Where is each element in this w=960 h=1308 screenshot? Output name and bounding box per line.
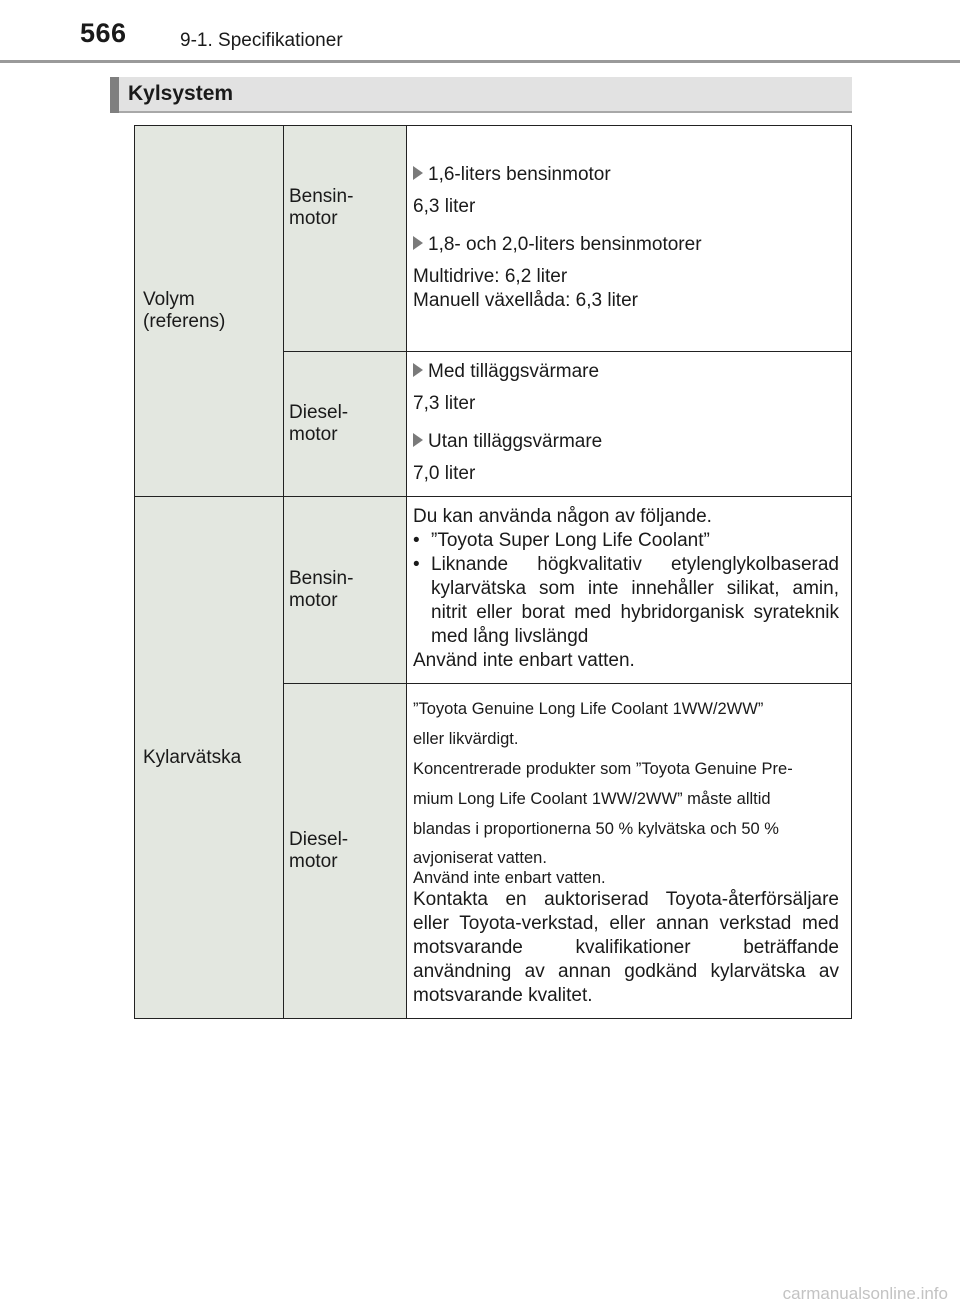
- spec-value: 6,3 liter: [413, 195, 476, 217]
- small-text-line: ”Toyota Genuine Long Life Coolant 1WW/2WW”: [413, 700, 764, 718]
- list-item: [413, 529, 839, 553]
- volume-label-cell: Volym (referens): [135, 126, 284, 497]
- spec-heading: 1,6-liters bensinmotor: [428, 163, 611, 185]
- small-note: Använd inte enbart vatten.: [413, 869, 606, 887]
- chapter-title: 9-1. Specifikationer: [180, 30, 343, 51]
- coolant-note: Använd inte enbart vatten.: [413, 650, 635, 671]
- spec-heading: Utan tilläggsvärmare: [428, 431, 603, 452]
- list-item: [413, 553, 839, 649]
- section-heading-bar: [110, 77, 852, 113]
- bullet-text: ”Toyota Super Long Life Coolant”: [431, 530, 710, 551]
- coolant-petrol-value-cell: [407, 497, 852, 684]
- small-text-line: Koncentrerade produkter som ”Toyota Genuine Pre-: [413, 760, 793, 778]
- spec-value: 7,3 liter: [413, 393, 476, 414]
- coolant-label-cell: Kylarvätska: [135, 497, 284, 1019]
- bullet-text: Liknande högkvalitativ etylenglykolbaserad kylarvätska som inte innehåller silikat, amin, nitrit eller borat med hybridorganisk syrateknik med lång livslängd: [431, 554, 839, 647]
- spec-value: Multidrive: 6,2 liter Manuell växellåda: 6,3 liter: [413, 265, 638, 311]
- small-text-line: blandas i proportionerna 50 % kylvätska och 50 %: [413, 820, 779, 838]
- triangle-bullet-icon: [413, 363, 423, 377]
- table-row: [135, 126, 852, 352]
- spec-value: 7,0 liter: [413, 463, 476, 484]
- volume-petrol-value-cell: [407, 126, 852, 352]
- volume-diesel-value-cell: [407, 352, 852, 497]
- volume-petrol-label-cell: Bensin- motor: [284, 126, 407, 352]
- page-header: [0, 0, 960, 62]
- coolant-intro: Du kan använda någon av följande.: [413, 506, 712, 527]
- spec-heading: 1,8- och 2,0-liters bensinmotorer: [428, 233, 702, 255]
- triangle-bullet-icon: [413, 166, 423, 180]
- small-text-line: avjoniserat vatten.: [413, 849, 547, 867]
- cooling-spec-table: [134, 125, 852, 1019]
- small-text-line: mium Long Life Coolant 1WW/2WW” måste alltid: [413, 790, 771, 808]
- spec-heading: Med tilläggsvärmare: [428, 361, 600, 382]
- list-item: [413, 163, 839, 187]
- coolant-diesel-label-cell: Diesel- motor: [284, 684, 407, 1019]
- coolant-petrol-label-cell: Bensin- motor: [284, 497, 407, 684]
- dealer-paragraph: Kontakta en auktoriserad Toyota-återförsäljare eller Toyota-verkstad, eller annan verkstad med motsvarande kvalifikationer beträffande användning av annan godkänd kylarvätska av motsvarande kvalitet.: [413, 889, 839, 1006]
- list-item: [413, 360, 839, 384]
- table-row: [135, 497, 852, 684]
- bullet-dot-icon: •: [413, 530, 420, 551]
- bullet-dot-icon: •: [413, 554, 420, 575]
- triangle-bullet-icon: [413, 433, 423, 447]
- coolant-diesel-value-cell: [407, 684, 852, 1019]
- section-title: Kylsystem: [128, 82, 234, 105]
- header-divider: [0, 60, 960, 63]
- volume-diesel-label-cell: Diesel- motor: [284, 352, 407, 497]
- small-text-line: eller likvärdigt.: [413, 730, 519, 748]
- list-item: [413, 430, 839, 454]
- watermark: carmanualsonline.info: [782, 1284, 948, 1303]
- list-item: [413, 233, 839, 257]
- page-number: 566: [80, 18, 127, 48]
- triangle-bullet-icon: [413, 236, 423, 250]
- section-marker: [110, 77, 119, 113]
